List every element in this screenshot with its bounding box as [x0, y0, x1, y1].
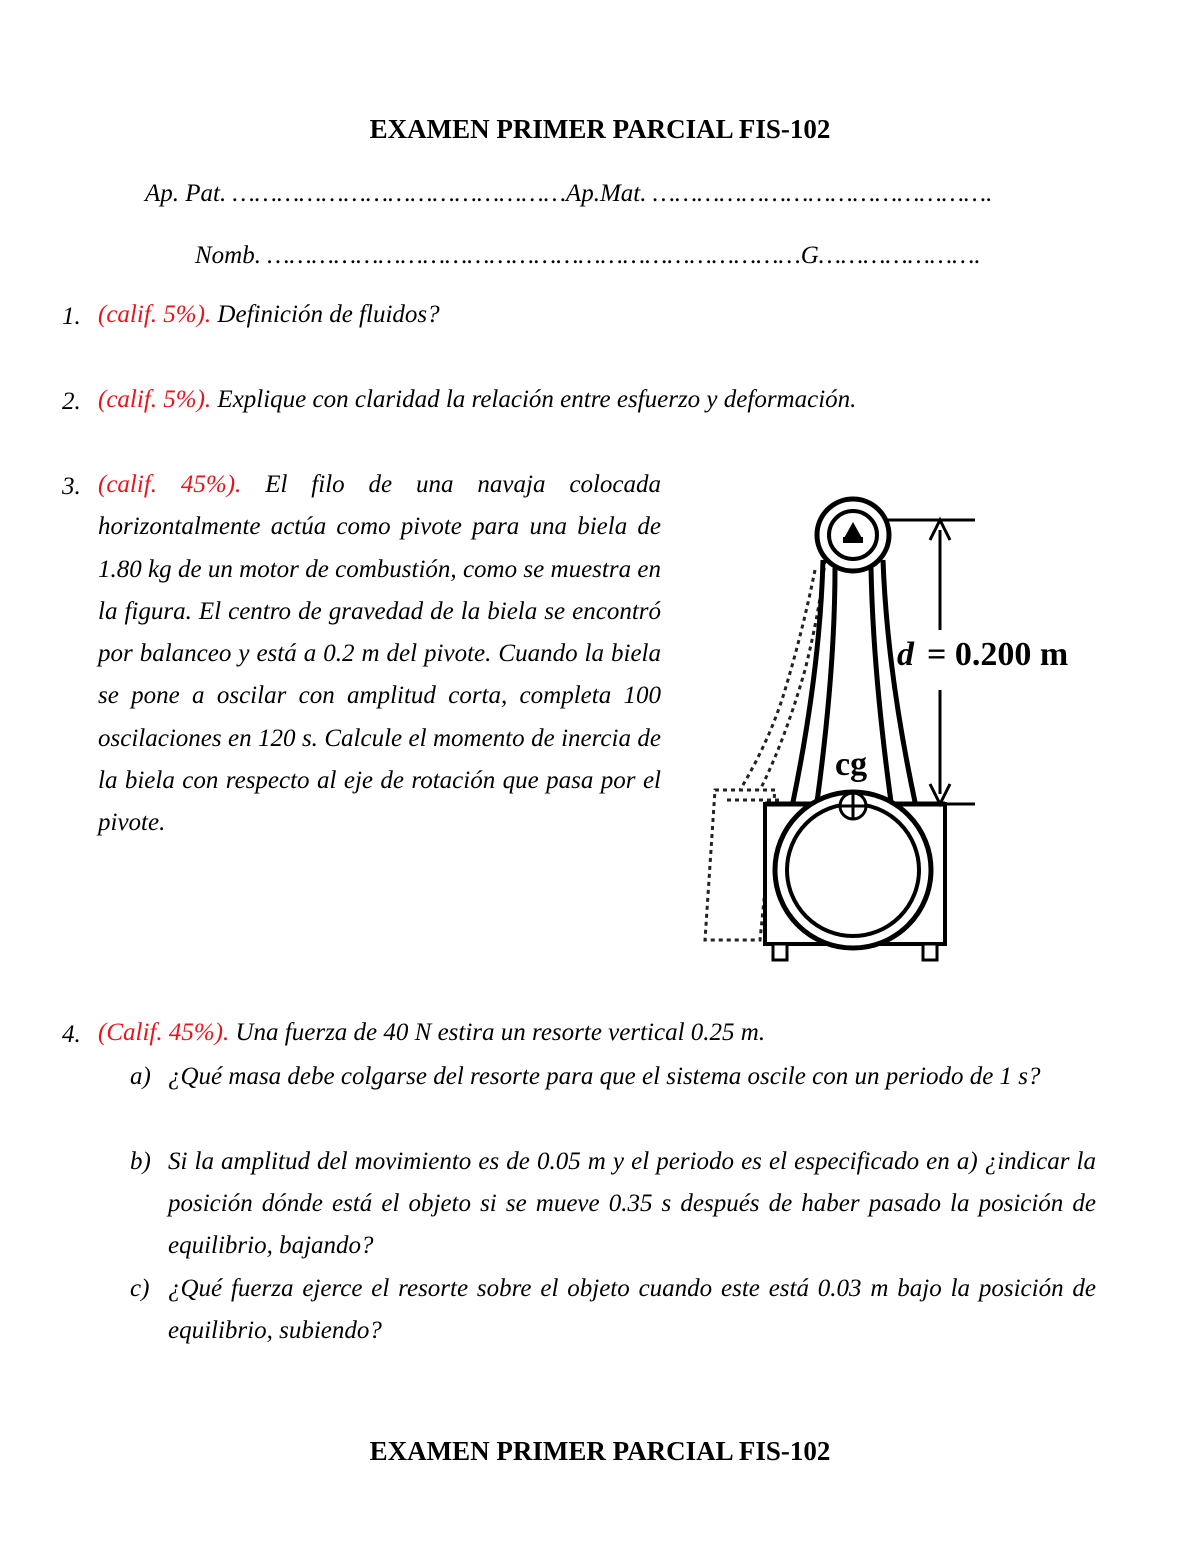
question-number: 3.	[62, 473, 81, 500]
question-body: Una fuerza de 40 N estira un resorte vertical 0.25 m.	[235, 1019, 766, 1046]
exam-title: EXAMEN PRIMER PARCIAL FIS-102	[369, 114, 831, 144]
student-name-line: Nomb. ………………………………………………………………G………………….	[195, 242, 981, 269]
score-label: (calif. 45%).	[98, 471, 242, 498]
d-label: d	[897, 636, 914, 673]
question-text	[98, 294, 1098, 336]
question-text	[98, 1012, 1098, 1054]
part-c-letter: c)	[130, 1275, 150, 1302]
question-text	[98, 464, 661, 845]
question-number: 2.	[62, 388, 81, 415]
part-b-text: Si la amplitud del movimiento es de 0.05 m y el periodo es el especificado en a) ¿indicar la posición dónde está el objeto si se mueve 0.35 s después de haber pasado la posición de equilibrio, bajando?	[168, 1148, 1096, 1259]
question-text	[98, 379, 1098, 421]
score-label: (Calif. 45%).	[98, 1019, 230, 1046]
question-body: Explique con claridad la relación entre esfuerzo y deformación.	[217, 386, 857, 413]
question-body: El filo de una navaja colocada horizontalmente actúa como pivote para una biela de 1.80 kg de un motor de combustión, como se muestra en la figura. El centro de gravedad de la biela se encontró por balanceo y está a 0.2 m del pivote. Cuando la biela se pone a oscilar con amplitud corta, completa 100 oscilaciones en 120 s. Calcule el momento de inercia de la biela con respecto al eje de rotación que pasa por el pivote.	[98, 471, 661, 837]
student-surname-line: Ap. Pat. ………………………………………Ap.Mat. ……………………………………….	[145, 180, 993, 207]
question-number: 1.	[62, 303, 81, 330]
part-b-letter: b)	[130, 1148, 151, 1175]
question-number: 4.	[62, 1021, 81, 1048]
part-c-text: ¿Qué fuerza ejerce el resorte sobre el objeto cuando este está 0.03 m bajo la posición de equilibrio, subiendo?	[168, 1275, 1096, 1344]
cg-marker	[840, 793, 866, 819]
d-value: = 0.200 m	[927, 636, 1069, 673]
cg-label: cg	[835, 746, 868, 783]
part-a-letter: a)	[130, 1063, 151, 1090]
part-a-text: ¿Qué masa debe colgarse del resorte para que el sistema oscile con un periodo de 1 s?	[168, 1063, 1041, 1090]
score-label: (calif. 5%).	[98, 301, 212, 328]
connecting-rod-figure	[685, 490, 1105, 970]
footer-title: EXAMEN PRIMER PARCIAL FIS-102	[369, 1436, 831, 1466]
score-label: (calif. 5%).	[98, 386, 212, 413]
question-body: Definición de fluidos?	[217, 301, 440, 328]
pivot-end	[817, 499, 889, 571]
